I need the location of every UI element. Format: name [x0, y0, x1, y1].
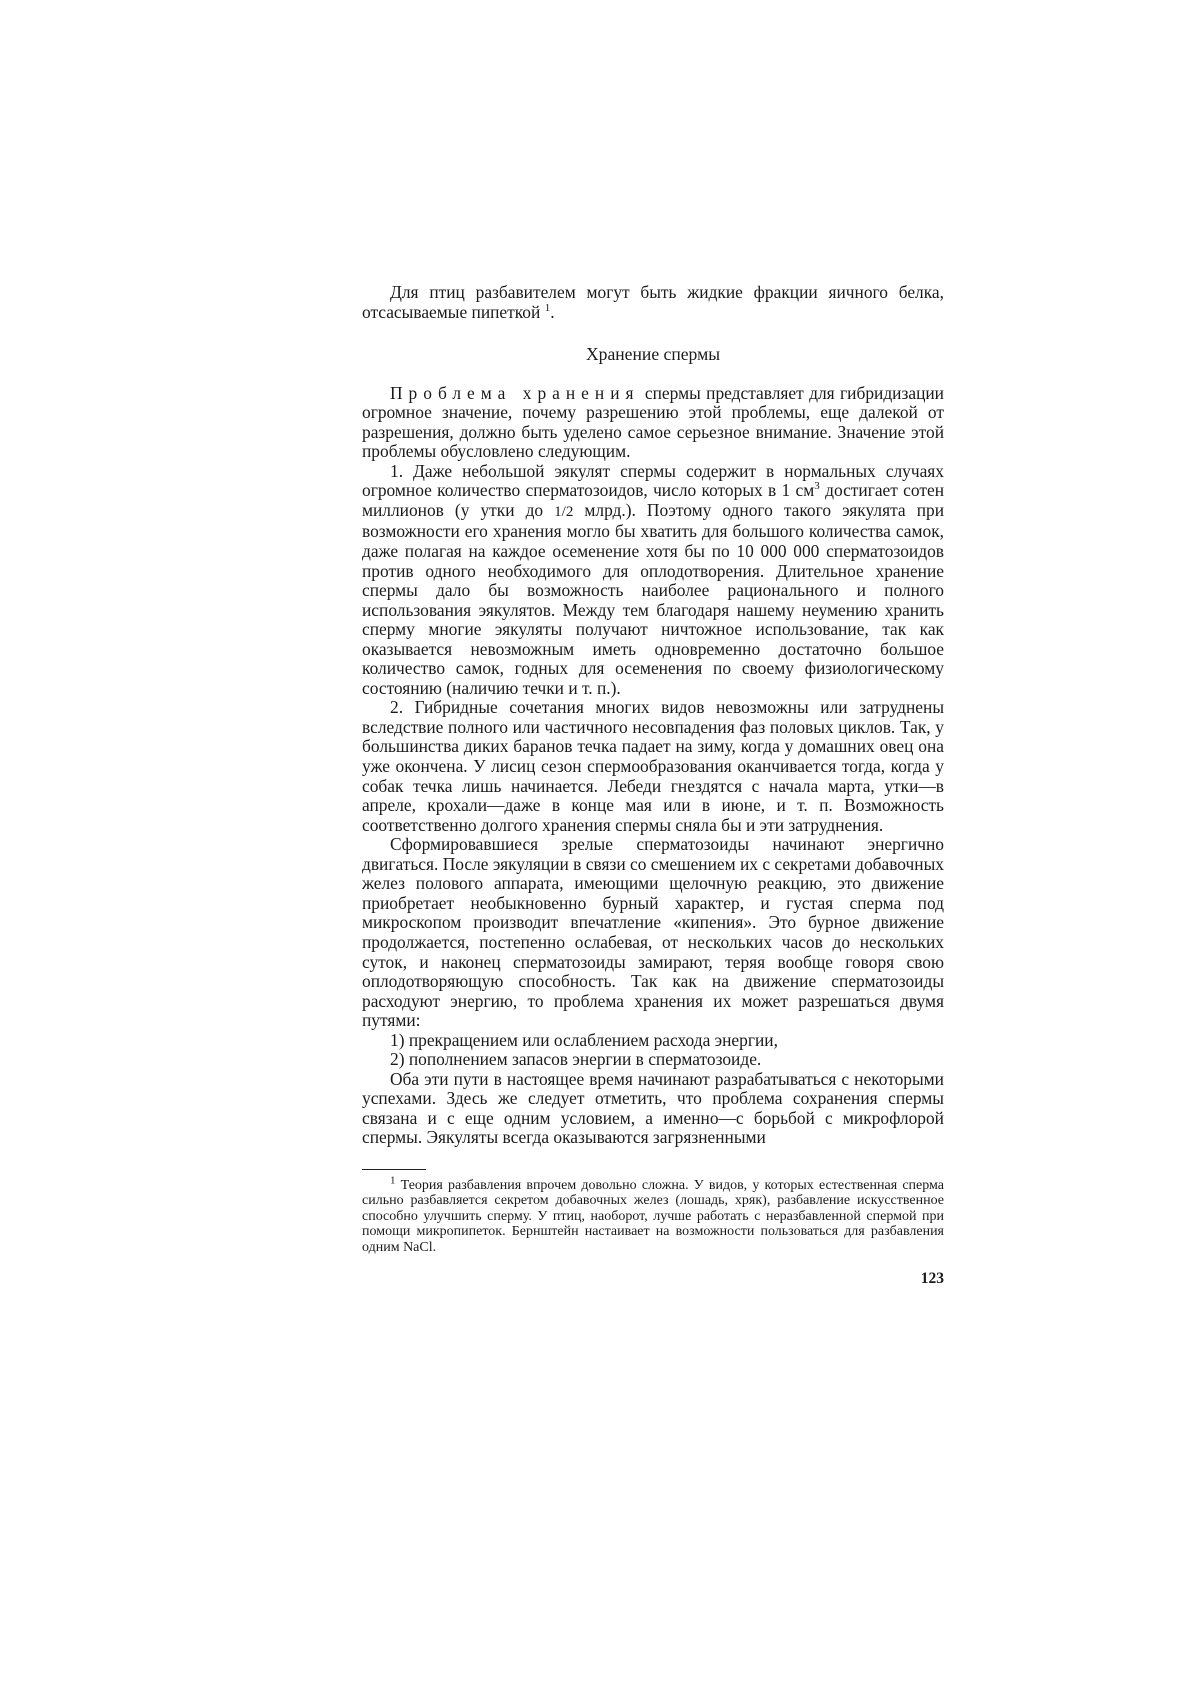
point-1-text-b: достигает сотен миллионов (у утки до: [362, 480, 944, 520]
intro-end: .: [550, 301, 555, 322]
footnote: [362, 1174, 944, 1255]
intro-text: Для птиц разбавителем могут быть жидкие фракции яичного белка, отсасываемые пипеткой: [362, 282, 944, 322]
spaced-emphasis: Проблема хранения: [390, 382, 640, 403]
footnote-text: Теория разбавления впрочем довольно сложна. У видов, у которых естественная сперма сильно разбавляется секретом добавочных желез (лошадь, хряк), разбавление искусственное способно улучшить сперму. У птиц, наоборот, лучше работать с неразбавленной спермой при помощи микропипеток. Бернштейн настаивает на возможности пользоваться для разбавления одним NaCl.: [362, 1177, 944, 1255]
paragraph-problem: [362, 384, 944, 462]
paragraph-motility: Сформировавшиеся зрелые сперматозоиды начинают энергично двигаться. После эякуляции в связи со смешением их с секретами добавочных желез полового аппарата, имеющими щелочную реакцию, это движение приобретает необыкновенно бурный характер, и густая сперма под микроскопом производит впечатление «кипения». Это бурное движение продолжается, постепенно ослабевая, от нескольких часов до нескольких суток, и наконец сперматозоиды замирают, теряя вообще говоря свою оплодотворяющую способность. Так как на движение сперматозоиды расходуют энергию, то проблема хранения их может разрешаться двумя путями:: [362, 834, 944, 1031]
point-1-text-c: млрд.). Поэтому одного такого эякулята при возможности его хранения могло бы хватить для большого количества самок, даже полагая на каждое осеменение хотя бы по 10 000 000 сперматозоидов против одного необходимого для оплодотворения. Длительное хранение спермы дало бы возможность наиболее рационального и полного использования эякулятов. Между тем благодаря нашему неумению хранить сперму многие эякуляты получают ничтожное использование, так как оказывается невозможным иметь одновременно достаточно большое количество самок, годных для осеменения по своему физиологическому состоянию (наличию течки и т. п.).: [362, 499, 944, 698]
section-title: Хранение спермы: [585, 344, 721, 365]
point-1-text-a: 1. Даже небольшой эякулят спермы содержит в нормальных случаях огромное количество сперматозоидов, число которых в 1 см: [362, 460, 944, 501]
footnote-reference: 1: [544, 301, 551, 314]
fraction-half: 1/2: [554, 503, 574, 520]
footnote-mark: 1: [390, 1174, 396, 1187]
page-number: 123: [920, 1270, 944, 1287]
intro-paragraph: [362, 283, 944, 322]
paragraph-ways: Оба эти пути в настоящее время начинают разрабатываться с некоторыми успехами. Здесь же следует отметить, что проблема сохранения спермы связана и с еще одним условием, а именно—с борьбой с микрофлорой спермы. Эякуляты всегда оказываются загрязненными: [362, 1068, 944, 1148]
footnote-divider: [362, 1169, 426, 1170]
list-item-2: 2) пополнением запасов энергии в сперматозоиде.: [390, 1049, 762, 1070]
cubic-superscript: 3: [814, 480, 820, 493]
page-body: [362, 283, 944, 1289]
paragraph-problem-text: спермы представляет для гибридизации огромное значение, почему разрешению этой проблемы, еще далекой от разрешения, должно быть уделено самое серьезное внимание. Значение этой проблемы обусловлено следующим.: [362, 382, 944, 462]
paragraph-point-2: 2. Гибридные сочетания многих видов невозможны или затруднены вследствие полного или частичного несовпадения фаз половых циклов. Так, у большинства диких баранов течка падает на зиму, когда у домашних овец она уже окончена. У лисиц сезон спермообразования оканчивается тогда, когда у собак течка лишь начинается. Лебеди гнездятся с начала марта, утки—в апреле, крохали—даже в конце мая или в июне, и т. п. Возможность соответственно долгого хранения спермы сняла бы и эти затруднения.: [362, 697, 944, 835]
list-item-1: 1) прекращением или ослаблением расхода энергии,: [390, 1029, 778, 1050]
paragraph-point-1: [362, 462, 944, 699]
